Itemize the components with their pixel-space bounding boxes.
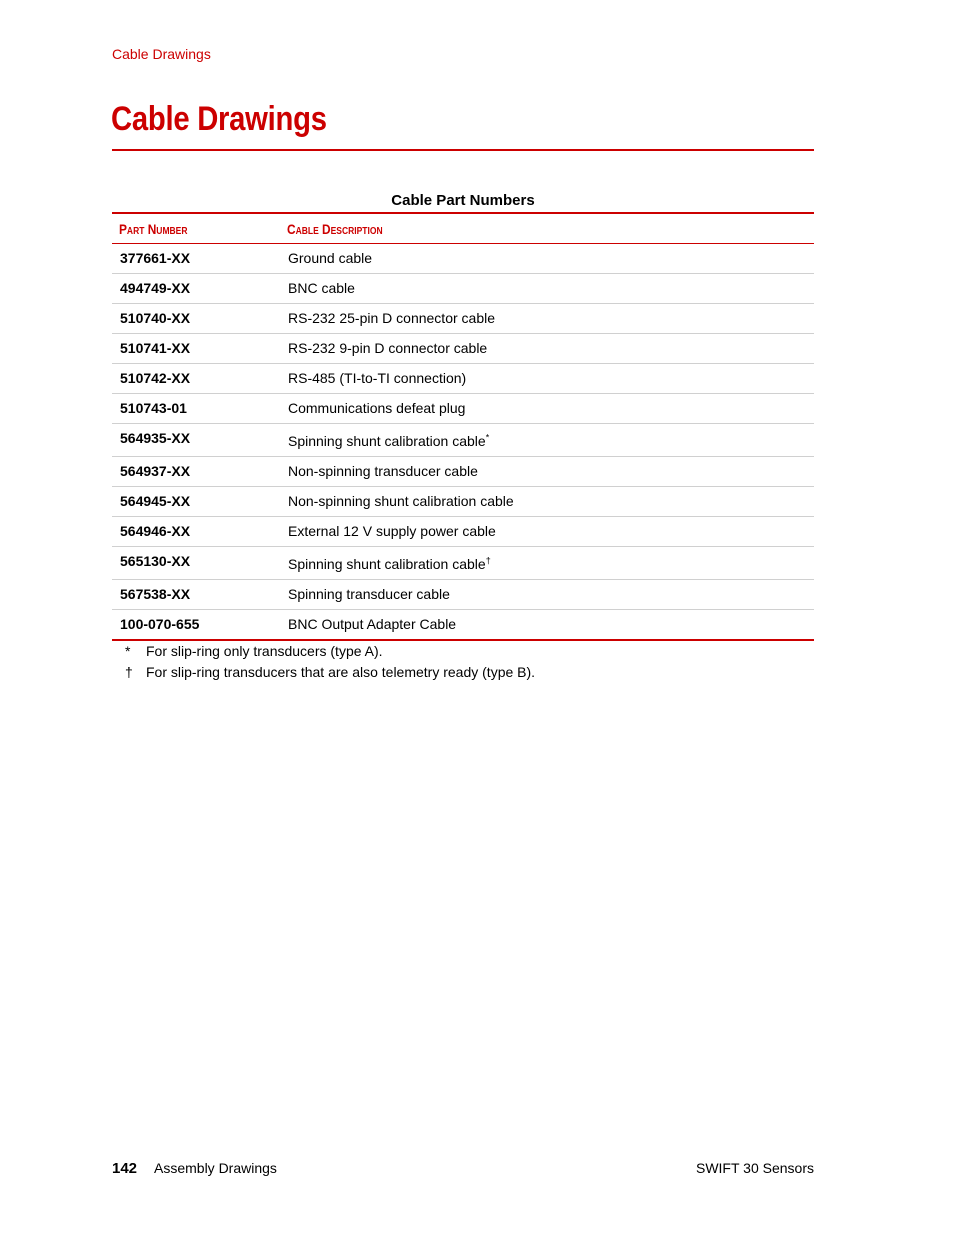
page-number: 142 — [112, 1160, 138, 1177]
part-number-cell: 100-070-655 — [120, 616, 200, 632]
cable-description-cell — [280, 487, 814, 517]
footnote-text: For slip-ring only transducers (type A). — [146, 643, 383, 659]
table-row — [112, 487, 814, 517]
cable-description-text: Ground cable — [288, 250, 373, 266]
cable-part-numbers-table — [112, 212, 814, 641]
table-caption: Cable Part Numbers — [391, 192, 535, 209]
cable-description-text: RS-485 (TI-to-TI connection) — [288, 370, 467, 386]
cable-description-text: RS-232 25-pin D connector cable — [288, 310, 496, 326]
cable-description-cell — [280, 517, 814, 547]
cable-description-text: RS-232 9-pin D connector cable — [288, 340, 488, 356]
part-number-cell: 567538-XX — [112, 580, 280, 610]
cable-description-cell — [280, 580, 814, 610]
cable-description-text: BNC Output Adapter Cable — [288, 616, 457, 632]
cable-description-cell — [280, 334, 814, 364]
table-row — [112, 457, 814, 487]
table-header-row — [112, 213, 814, 244]
cable-description-cell — [280, 244, 814, 274]
table-row — [112, 517, 814, 547]
cable-description-text: Non-spinning shunt calibration cable — [288, 493, 514, 509]
table-row — [112, 304, 814, 334]
cable-description-cell — [280, 394, 814, 424]
footnote-mark: * — [125, 643, 131, 659]
cable-description-cell — [280, 304, 814, 334]
table-row — [112, 394, 814, 424]
table-row — [112, 547, 814, 580]
cable-description-text: Spinning transducer cable — [288, 586, 450, 602]
cable-description-text: Spinning shunt calibration cable — [288, 556, 486, 572]
cable-description-text: Spinning shunt calibration cable — [288, 433, 486, 449]
table-row — [112, 244, 814, 274]
chapter-title: Cable Drawings — [111, 100, 327, 138]
column-header-part-number: Part Number — [112, 213, 280, 244]
table-row — [112, 610, 814, 641]
part-number-cell: 510743-01 — [112, 394, 280, 424]
table-row — [112, 364, 814, 394]
table-row — [112, 274, 814, 304]
table-row — [112, 424, 814, 457]
table-body — [112, 244, 814, 641]
footnote-text: For slip-ring transducers that are also telemetry ready (type B). — [146, 664, 536, 680]
part-number-cell: 494749-XX — [112, 274, 280, 304]
part-number-cell: 564945-XX — [112, 487, 280, 517]
footnote-reference: † — [485, 555, 491, 566]
footer-section-title: Assembly Drawings — [154, 1160, 277, 1176]
title-rule — [112, 149, 814, 151]
cable-description-text: BNC cable — [288, 280, 355, 296]
part-number-cell: 510740-XX — [112, 304, 280, 334]
part-number-cell: 564935-XX — [112, 424, 280, 457]
cable-description-cell — [280, 610, 814, 641]
cable-description-text: External 12 V supply power cable — [288, 523, 496, 539]
part-number-cell: 564946-XX — [112, 517, 280, 547]
footnote-mark: † — [125, 664, 133, 680]
cable-description-cell — [280, 364, 814, 394]
footnote-reference: * — [485, 432, 490, 443]
running-header: Cable Drawings — [112, 46, 211, 62]
part-number-cell: 565130-XX — [112, 547, 280, 580]
cable-description-cell — [280, 547, 814, 580]
cable-description-cell — [280, 424, 814, 457]
cable-description-cell — [280, 457, 814, 487]
table-row — [112, 334, 814, 364]
column-header-cable-description: Cable Description — [280, 213, 814, 244]
cable-description-text: Communications defeat plug — [288, 400, 466, 416]
table-row — [112, 580, 814, 610]
part-number-cell: 510742-XX — [112, 364, 280, 394]
footer-product-name: SWIFT 30 Sensors — [695, 1160, 814, 1176]
part-number-cell: 564937-XX — [112, 457, 280, 487]
part-number-cell: 510741-XX — [112, 334, 280, 364]
part-number-cell: 377661-XX — [112, 244, 280, 274]
cable-description-cell — [280, 274, 814, 304]
cable-description-text: Non-spinning transducer cable — [288, 463, 478, 479]
